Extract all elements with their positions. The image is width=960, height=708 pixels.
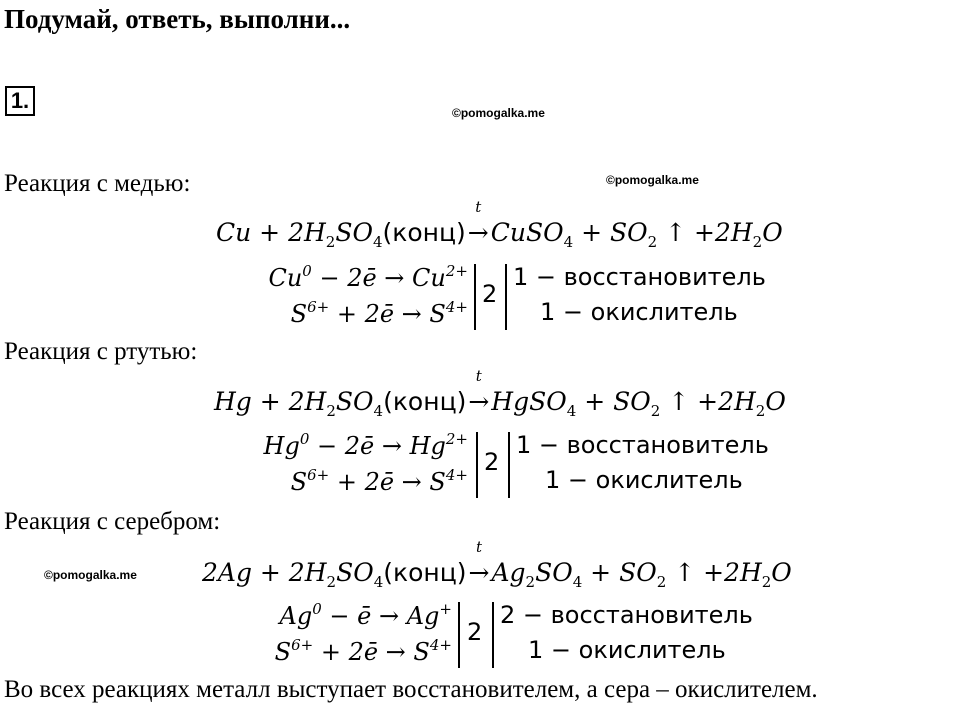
watermark: ©pomogalka.me (606, 173, 699, 187)
role-oxidizer: 1 − окислитель (528, 636, 726, 664)
page-title: Подумай, ответь, выполни... (4, 4, 351, 34)
reaction-equation: $Cu + 2H_2SO_4(конц)\to$ t CuSO$_4$ + $SO_2$ ↑ $+2H_2O$ (216, 198, 783, 251)
watermark: ©pomogalka.me (452, 106, 545, 120)
reaction-label: Реакция с серебром: (4, 508, 221, 535)
role-reducer: 1 − восстановитель (516, 431, 769, 459)
watermark: ©pomogalka.me (44, 568, 137, 582)
balance-multiplier: 2 (482, 280, 498, 308)
half-reaction-oxidation: $Ag^0$ − ē → Ag+ (279, 600, 452, 630)
balance-multiplier: 2 (484, 448, 500, 476)
balance-multiplier: 2 (467, 618, 483, 646)
balance-bar-right (508, 432, 510, 498)
balance-bar-left (474, 264, 476, 330)
role-reducer: 2 − восстановитель (500, 601, 753, 629)
half-reaction-reduction: $S^{6+}$ + 2ē → $S^{4+}$ (290, 466, 468, 496)
reaction-label: Реакция с ртутью: (4, 338, 198, 365)
balance-bar-left (458, 602, 460, 668)
role-oxidizer: 1 − окислитель (540, 298, 738, 326)
reaction-equation: $2Ag + 2H_2SO_4(конц)\to$ t $Ag_2SO_4 + SO_2$ ↑ $+2H_2O$ (202, 538, 792, 591)
half-reaction-oxidation: $Cu^0$ − 2ē → $Cu^{2+}$ (268, 262, 468, 292)
half-reaction-oxidation: $Hg^0$ − 2ē → $Hg^{2+}$ (263, 430, 468, 460)
conclusion-text: Во всех реакциях металл выступает восстановителем, а сера – окислителем. (4, 676, 818, 703)
reaction-label: Реакция с медью: (4, 170, 191, 197)
reaction-equation: $Hg + 2H_2SO_4(конц)\to$ t HgSO$_4$ + $SO_2$ ↑ $+2H_2O$ (214, 367, 786, 420)
balance-bar-right (505, 264, 507, 330)
role-reducer: 1 − восстановитель (513, 263, 766, 291)
task-number: 1. (5, 86, 35, 116)
role-oxidizer: 1 − окислитель (545, 466, 743, 494)
half-reaction-reduction: $S^{6+}$ + 2ē → $S^{4+}$ (290, 298, 468, 328)
balance-bar-left (476, 432, 478, 498)
half-reaction-reduction: $S^{6+}$ + 2ē → $S^{4+}$ (274, 636, 452, 666)
balance-bar-right (492, 602, 494, 668)
